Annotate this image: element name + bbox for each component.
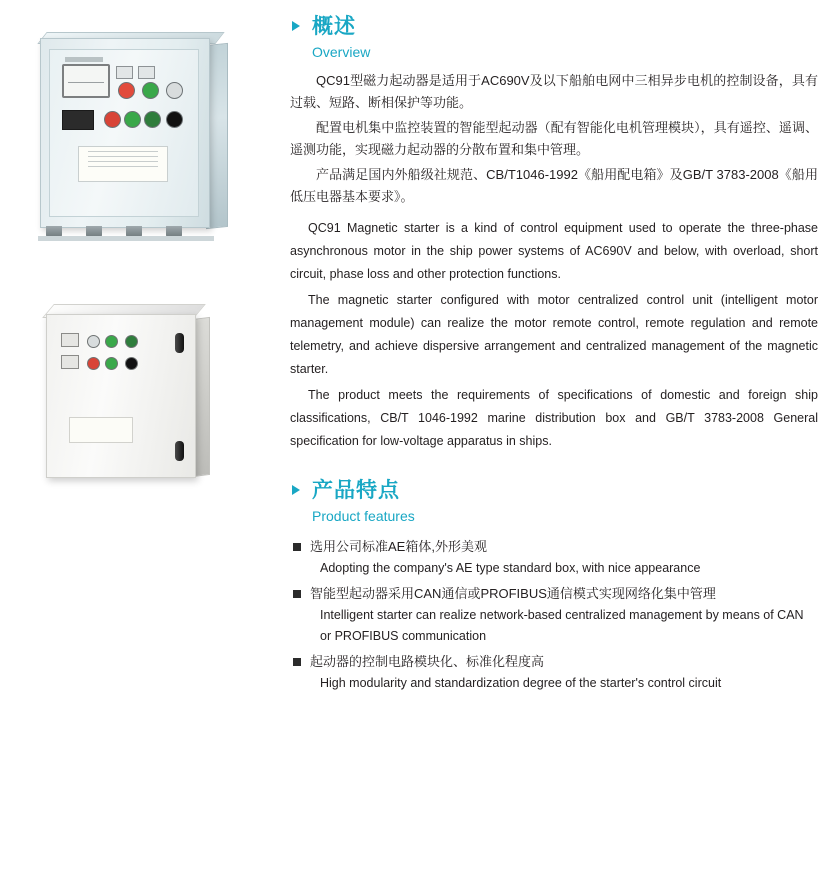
push-button-grey [166,82,183,99]
features-title-en: Product features [312,508,415,524]
feature-text-en: Adopting the company's AE type standard box, with nice appearance [320,561,701,575]
indicator-square-1 [116,66,133,79]
meter-label-strip [65,57,103,62]
product-photo-blue-cabinet [30,30,230,248]
features-list [290,536,818,694]
lamp-red [104,111,121,128]
overview-paragraph-en-2: The magnetic starter configured with motor centralized control unit (intelligent motor management module) can realize the motor remote control, remote regulation and remote telemetry, and achieve dispersive arrangement and centralized management of the magnetic starter. [290,293,818,376]
content-column [290,0,818,869]
cabinet-base-plate [38,236,214,241]
feature-item [290,651,818,694]
square-bullet-icon [293,590,301,598]
triangle-bullet-icon [292,21,300,31]
overview-paragraph-cn-1: QC91型磁力起动器是适用于AC690V及以下船舶电网中三相异步电机的控制设备，具有过载、短路、断相保护等功能。 [290,73,818,110]
door-handle-bottom [175,441,184,461]
triangle-bullet-icon-2 [292,485,300,495]
feature-text-cn: 起动器的控制电路模块化、标准化程度高 [310,654,545,669]
white-nameplate [69,417,133,443]
lamp-green-2 [144,111,161,128]
feature-item [290,536,818,579]
feature-text-en: Intelligent starter can realize network-based centralized management by means of CAN or PROFIBUS communication [320,608,804,643]
overview-paragraph-en-1: QC91 Magnetic starter is a kind of control equipment used to operate the three-phase asynchronous motor in the ship power systems of AC690V and below, with overload, short circuit, phase loss and other protection functions. [290,221,818,281]
lamp-green [124,111,141,128]
product-images-column [0,0,288,869]
overview-paragraph-en-3: The product meets the requirements of specifications of domestic and foreign ship classifications, CB/T 1046-1992 marine distribution box and GB/T 3783-2008 General specification for low-voltage apparatus in ships. [290,388,818,448]
lower-control-group [62,106,190,134]
white-lamp-green [105,357,118,370]
white-cabinet-front-face [46,314,196,478]
overview-paragraph-cn-3: 产品满足国内外船级社规范、CB/T1046-1992《船用配电箱》及GB/T 3783-2008《船用低压电器基本要求》。 [290,167,818,204]
features-title-cn: 产品特点 [312,479,400,502]
feature-label-cn [290,583,818,605]
white-lamp-red [87,357,100,370]
feature-text-en: High modularity and standardization degree of the starter's control circuit [320,676,722,690]
push-button-red [118,82,135,99]
feature-label-cn [290,651,818,673]
overview-heading [290,14,818,40]
feature-text-cn: 选用公司标准AE箱体,外形美观 [310,539,487,554]
features-heading [290,478,818,504]
white-indicator-square-1 [61,333,79,347]
upper-control-group [116,66,188,96]
push-button-green [142,82,159,99]
black-module [62,110,94,130]
cabinet-door [49,49,199,217]
ammeter-gauge [62,64,110,98]
product-photo-white-cabinet [38,290,218,490]
overview-title-cn: 概述 [312,15,356,38]
overview-paragraph-cn-2: 配置电机集中监控装置的智能型起动器（配有智能化电机管理模块），具有遥控、遥调、遥测功能，实现磁力起动器的分散布置和集中管理。 [290,120,818,157]
feature-text-cn: 智能型起动器采用CAN通信或PROFIBUS通信模式实现网络化集中管理 [310,586,716,601]
square-bullet-icon [293,543,301,551]
door-handle-top [175,333,184,353]
feature-label-cn [290,536,818,558]
white-push-button-green-2 [125,335,138,348]
white-indicator-square-2 [61,355,79,369]
white-push-button-green [105,335,118,348]
white-selector-knob [125,357,138,370]
selector-knob [166,111,183,128]
white-push-button-grey [87,335,100,348]
square-bullet-icon [293,658,301,666]
nameplate [78,146,168,182]
feature-item [290,583,818,647]
indicator-square-2 [138,66,155,79]
cabinet-front-face [40,38,210,228]
overview-title-en: Overview [312,44,371,60]
